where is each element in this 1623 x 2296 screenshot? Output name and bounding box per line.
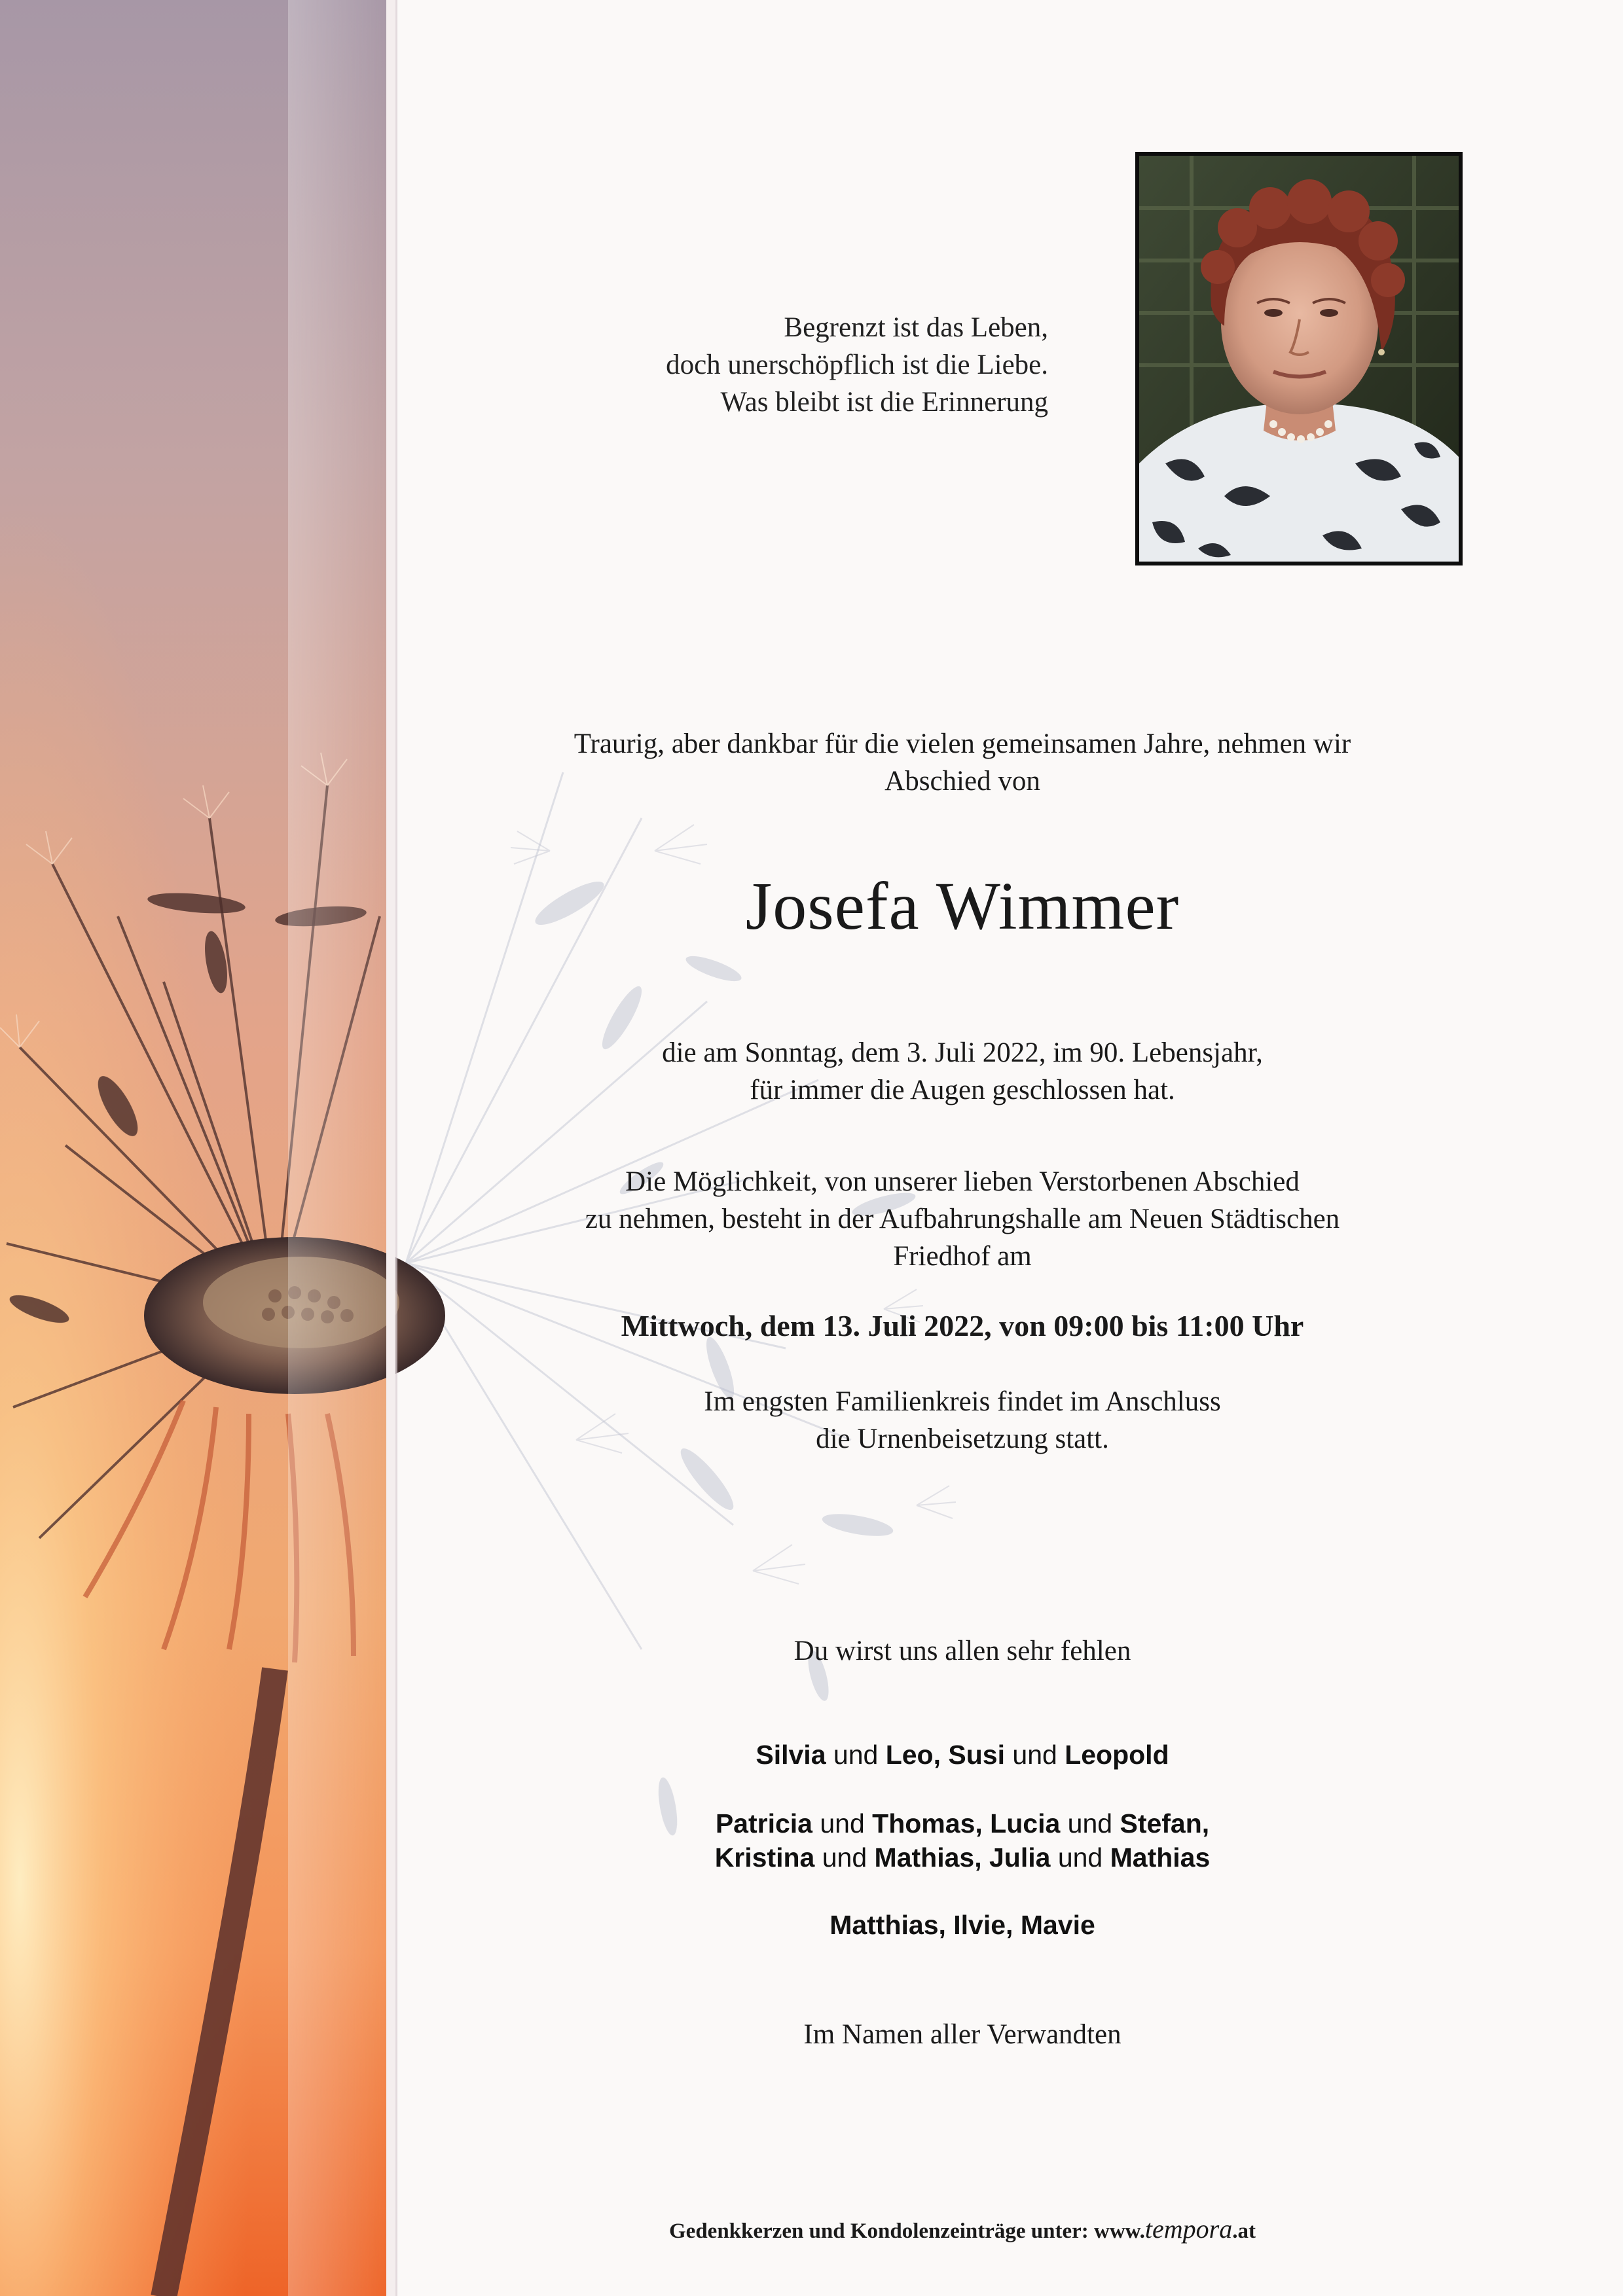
death-line-1: die am Sonntag, dem 3. Juli 2022, im 90. Lebensjahr, [662, 1037, 1263, 1068]
family-space [941, 1740, 948, 1770]
family-name: Stefan, [1120, 1808, 1210, 1839]
footer-condolence [393, 2215, 1532, 2246]
viewing-datetime: Mittwoch, dem 13. Juli 2022, von 09:00 bis 11:00 Uhr [621, 1309, 1304, 1342]
family-name: Lucia [990, 1808, 1061, 1839]
family-name: Silvia [756, 1740, 826, 1770]
family-connector: und [814, 1842, 875, 1873]
motto-line-2: doch unerschöpflich ist die Liebe. [666, 350, 1048, 380]
intro-line-1: Traurig, aber dankbar für die vielen gemeinsamen Jahre, nehmen wir [574, 728, 1351, 759]
family-name: Kristina [714, 1842, 815, 1873]
family-group-1 [393, 1738, 1532, 1772]
family-space [983, 1808, 990, 1839]
family-connector: und [1005, 1740, 1065, 1770]
family-name: Thomas, [872, 1808, 983, 1839]
family-name: Mathias, [874, 1842, 982, 1873]
viewing-line-1: Die Möglichkeit, von unserer lieben Verstorbenen Abschied [625, 1166, 1300, 1197]
family-name: Mathias [1110, 1842, 1211, 1873]
family-name: Susi [948, 1740, 1005, 1770]
family-name: Leo, [885, 1740, 941, 1770]
death-line-2: für immer die Augen geschlossen hat. [750, 1075, 1175, 1105]
family-name: Julia [989, 1842, 1051, 1873]
death-notice [393, 1034, 1532, 1109]
motto-line-1: Begrenzt ist das Leben, [784, 312, 1048, 343]
family-line [393, 1806, 1532, 1840]
relatives-line: Im Namen aller Verwandten [803, 2019, 1122, 2050]
burial-info [393, 1383, 1532, 1458]
motto-verse [666, 309, 1048, 421]
deceased-name: Josefa Wimmer [745, 869, 1180, 944]
intro-text [393, 725, 1532, 800]
viewing-line-2: zu nehmen, besteht in der Aufbahrungshalle am Neuen Städtischen [585, 1204, 1340, 1234]
family-connector: und [826, 1740, 886, 1770]
family-name: Patricia [715, 1808, 812, 1839]
motto-line-3: Was bleibt ist die Erinnerung [720, 387, 1048, 418]
family-group-3 [393, 1908, 1532, 1942]
tempora-link[interactable]: tempora [1144, 2214, 1233, 2244]
family-name: Matthias, Ilvie, Mavie [830, 1910, 1095, 1940]
burial-line-1: Im engsten Familienkreis findet im Anschluss [704, 1386, 1221, 1417]
footer-text: Gedenkkerzen und Kondolenzeinträge unter: www. [669, 2219, 1145, 2243]
family-connector: und [1060, 1808, 1120, 1839]
family-line [393, 1840, 1532, 1874]
family-connector: und [1050, 1842, 1110, 1873]
portrait-photo [1135, 152, 1463, 565]
burial-line-2: die Urnenbeisetzung statt. [816, 1424, 1109, 1454]
viewing-info [393, 1163, 1532, 1275]
family-space [982, 1842, 989, 1873]
viewing-line-3: Friedhof am [893, 1241, 1032, 1272]
intro-line-2: Abschied von [884, 766, 1040, 797]
family-connector: und [812, 1808, 873, 1839]
footer-tld: .at [1232, 2219, 1256, 2243]
farewell-line: Du wirst uns allen sehr fehlen [793, 1636, 1131, 1666]
family-name: Leopold [1065, 1740, 1169, 1770]
family-group-2 [393, 1806, 1532, 1874]
portrait-image [1139, 156, 1459, 562]
